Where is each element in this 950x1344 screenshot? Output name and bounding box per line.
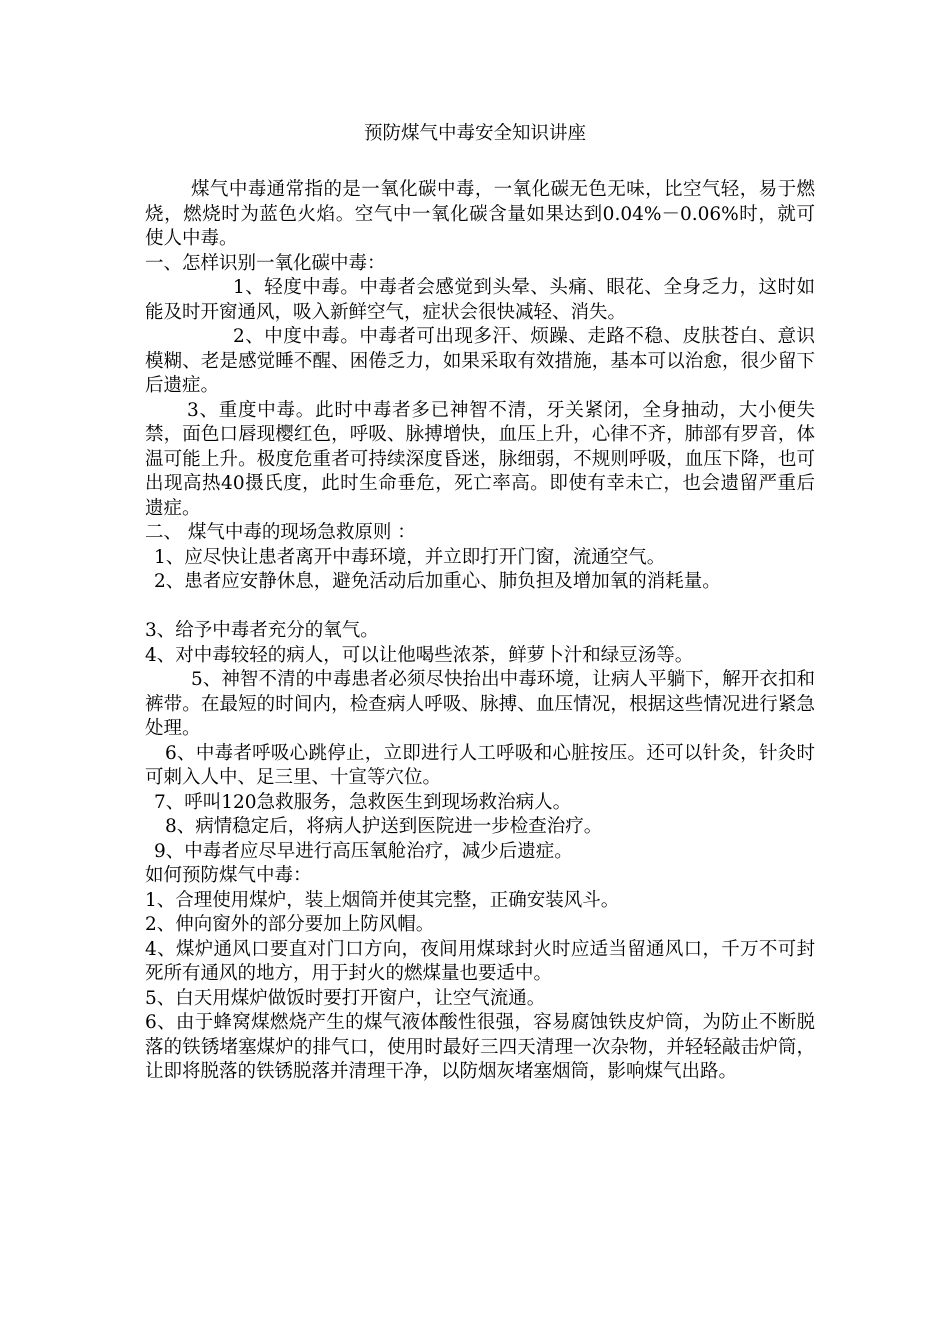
first-aid-item: 3、给予中毒者充分的氧气。 — [145, 620, 379, 641]
prevention-item: 1、合理使用煤炉，装上烟筒并使其完整，正确安装风斗。 — [145, 889, 620, 911]
first-aid-item: 9、中毒者应尽早进行高压氧舱治疗，减少后遗症。 — [154, 840, 573, 862]
first-aid-item: 6、中毒者呼吸心跳停止，立即进行人工呼吸和心脏按压。还可以针灸，针灸时可刺入人中、足三里、十宣等穴位。 — [145, 742, 815, 788]
prevention-item: 5、白天用煤炉做饭时要打开窗户，让空气流通。 — [145, 987, 546, 1009]
symptom-severe: 3、重度中毒。此时中毒者多已神智不清，牙关紧闭，全身抽动，大小便失禁，面色口唇现樱红色，呼吸、脉搏增快，血压上升，心律不齐，肺部有罗音，体温可能上升。极度危重者可持续深度昏迷，脉细弱，不规则呼吸，血压下降，也可出现高热40摄氏度，此时生命垂危，死亡率高。即使有幸未亡，也会遗留严重后遗症。 — [145, 399, 815, 519]
symptom-mild: 1、轻度中毒。中毒者会感觉到头晕、头痛、眼花、全身乏力，这时如能及时开窗通风，吸入新鲜空气，症状会很快减轻、消失。 — [145, 277, 815, 323]
blank-line — [145, 595, 815, 620]
document-title: 预防煤气中毒安全知识讲座 — [363, 123, 586, 144]
first-aid-item: 7、呼叫120急救服务，急救医生到现场救治病人。 — [154, 791, 572, 813]
first-aid-item: 4、对中毒较轻的病人，可以让他喝些浓茶，鲜萝卜汁和绿豆汤等。 — [145, 644, 694, 666]
first-aid-item: 1、应尽快让患者离开中毒环境，并立即打开门窗，流通空气。 — [154, 546, 666, 568]
prevention-item: 2、伸向窗外的部分要加上防风帽。 — [145, 914, 435, 935]
symptom-moderate: 2、中度中毒。中毒者可出现多汗、烦躁、走路不稳、皮肤苍白、意识模糊、老是感觉睡不醒、困倦乏力，如果采取有效措施，基本可以治愈，很少留下后遗症。 — [145, 326, 815, 396]
first-aid-item: 2、患者应安静休息，避免活动后加重心、肺负担及增加氧的消耗量。 — [154, 571, 721, 592]
first-aid-item: 5、神智不清的中毒患者必须尽快抬出中毒环境，让病人平躺下，解开衣扣和裤带。在最短的时间内，检查病人呼吸、脉搏、血压情况，根据这些情况进行紧急处理。 — [145, 669, 815, 739]
first-aid-item: 8、病情稳定后，将病人护送到医院进一步检查治疗。 — [165, 816, 603, 837]
document-body — [145, 178, 815, 1085]
intro-paragraph: 煤气中毒通常指的是一氧化碳中毒，一氧化碳无色无味，比空气轻，易于燃烧，燃烧时为蓝色火焰。空气中一氧化碳含量如果达到0.04%－0.06%时，就可使人中毒。 — [145, 179, 815, 249]
prevention-item: 6、由于蜂窝煤燃烧产生的煤气液体酸性很强，容易腐蚀铁皮炉筒，为防止不断脱落的铁锈堵塞煤炉的排气口，使用时最好三四天清理一次杂物，并轻轻敲击炉筒，让即将脱落的铁锈脱落并清理干净，以防烟灰堵塞烟筒，影响煤气出路。 — [145, 1012, 815, 1082]
section-heading-identify: 一、怎样识别一氧化碳中毒： — [145, 252, 386, 274]
prevention-item: 4、煤炉通风口要直对门口方向，夜间用煤球封火时应适当留通风口，千万不可封死所有通风的地方，用于封火的燃煤量也要适中。 — [145, 938, 815, 984]
section-heading-prevention: 如何预防煤气中毒： — [145, 865, 312, 886]
section-heading-first-aid: 二、 煤气中毒的现场急救原则 ： — [145, 522, 416, 543]
